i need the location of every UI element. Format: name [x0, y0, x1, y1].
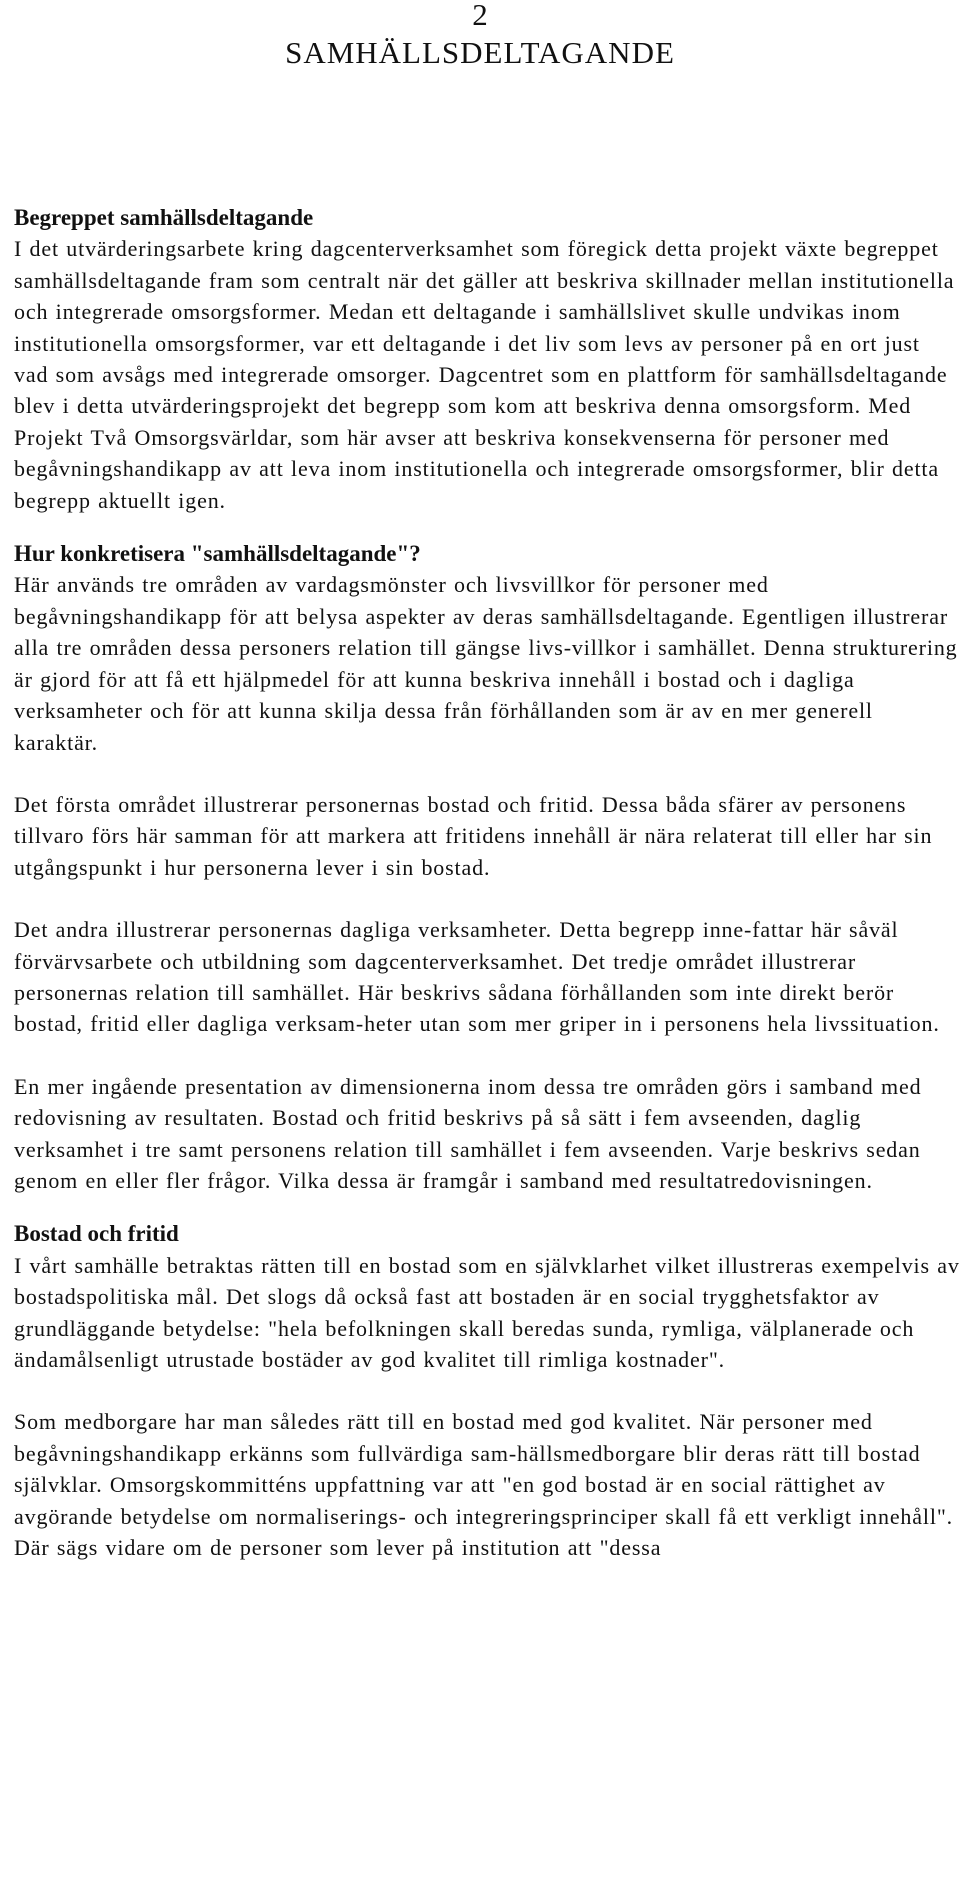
paragraph: Det första området illustrerar personernas bostad och fritid. Dessa båda sfärer av personens tillvaro förs här samman för att markera att fritidens innehåll är nära relaterat till eller har sin utgångspunkt i hur personerna lever i sin bostad. [14, 791, 933, 880]
paragraph: Det andra illustrerar personernas dagliga verksamheter. Detta begrepp inne-fattar här såväl förvärvsarbete och utbildning som dagcenterverksamhet. Det tredje området illustrerar personernas relation till samhället. Här beskrivs sådana förhållanden som inte direkt berör bostad, fritid eller dagliga verksam-heter utan som mer griper in i personens hela livssituation. [14, 917, 940, 1037]
chapter-number: 2 [472, 0, 488, 32]
paragraph: I det utvärderingsarbete kring dagcenterverksamhet som föregick detta projekt växte begreppet samhällsdeltagande fram som centralt när det gäller att beskriva skillnader mellan institutionella och integrerade omsorgsformer. Medan ett deltagande i samhällslivet skulle undvikas inom institutionella omsorgsformer, var ett deltagande i det liv som levs av personer på en ort just vad som avsågs med integrerade omsorger. Dagcentret som en plattform för samhällsdeltagande blev i detta utvärderingsprojekt det begrepp som kom att beskriva denna omsorgsform. Med Projekt Två Omsorgsvärldar, som här avser att beskriva konsekvenserna för personer med begåvningshandikapp av att leva inom institutionella och integrerade omsorgsformer, blir detta begrepp aktuellt igen. [14, 236, 955, 513]
paragraph: Som medborgare har man således rätt till en bostad med god kvalitet. När personer med begåvningshandikapp erkänns som fullvärdiga sam-hällsmedborgare blir deras rätt till bostad självklar. Omsorgskommitténs uppfattning var att "en god bostad är en social rättighet av avgörande betydelse om normaliserings- och integreringsprinciper skall få ett verkligt innehåll". Där sägs vidare om de personer som lever på institution att "dessa [14, 1409, 953, 1561]
section-begreppet [14, 202, 960, 516]
section-heading: Begreppet samhällsdeltagande [14, 205, 314, 230]
paragraph: I vårt samhälle betraktas rätten till en bostad som en självklarhet vilket illustreras exempelvis av bostadspolitiska mål. Det slogs då också fast att bostaden är en social trygghetsfaktor av grundläggande betydelse: "hela befolkningen skall beredas sunda, rymliga, välplanerade och ändamålsenligt utrustade bostäder av god kvalitet till rimliga kostnader". [14, 1252, 960, 1372]
section-heading: Hur konkretisera "samhällsdeltagande"? [14, 541, 421, 567]
paragraph-spacer [14, 1375, 960, 1406]
paragraph: En mer ingående presentation av dimensionerna inom dessa tre områden görs i samband med redovisning av resultaten. Bostad och fritid beskrivs på så sätt i fem avseenden, daglig verksamhet i tre samt personens relation till samhället i fem avseenden. Varje beskrivs sedan genom en eller fler frågor. Vilka dessa är framgår i samband med resultatredovisningen. [14, 1073, 922, 1193]
paragraph-spacer [14, 1040, 960, 1071]
paragraph: Här används tre områden av vardagsmönster och livsvillkor för personer med begåvningshandikapp för att belysa aspekter av deras samhällsdeltagande. Egentligen illustrerar alla tre områden dessa personers relation till gängse livs-villkor i samhället. Denna strukturering är gjord för att få ett hjälpmedel för att kunna beskriva innehåll i bostad och i dagliga verksamheter och för att kunna skilja dessa från förhållanden som är av en mer generell karaktär. [14, 572, 958, 755]
section-konkretisera [14, 538, 960, 1196]
section-spacer [14, 1196, 960, 1218]
section-spacer [14, 516, 960, 538]
paragraph-spacer [14, 883, 960, 914]
chapter-title: SAMHÄLLSDELTAGANDE [285, 35, 675, 70]
section-heading: Bostad och fritid [14, 1221, 179, 1247]
body-content [14, 202, 960, 1563]
paragraph-spacer [14, 758, 960, 789]
section-bostad-och-fritid [14, 1218, 960, 1563]
